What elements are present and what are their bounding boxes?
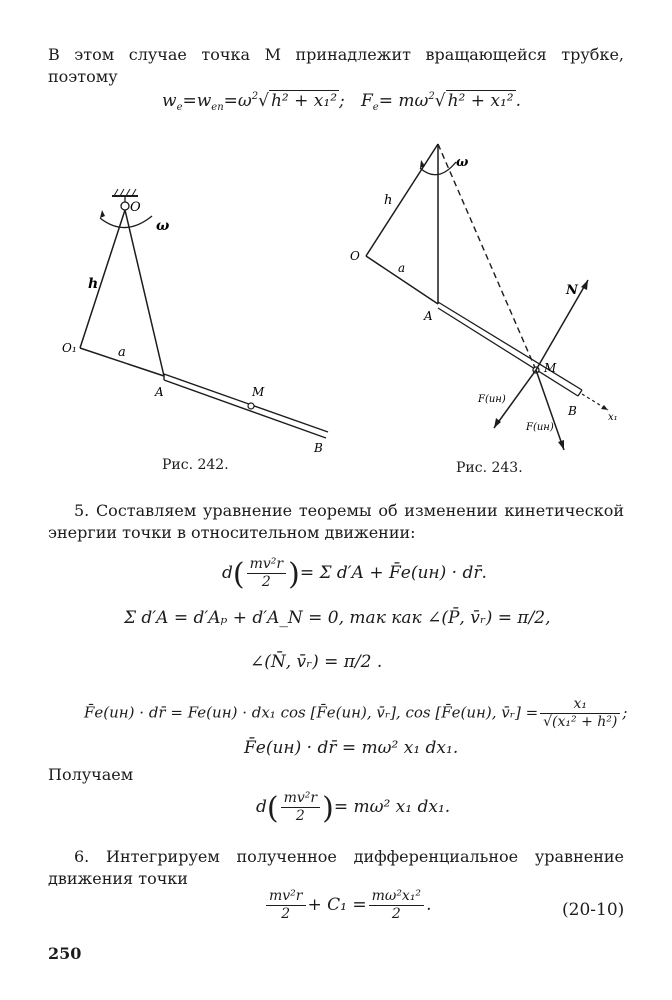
eq-end: .	[515, 91, 522, 111]
rotation-arrowhead	[100, 210, 105, 218]
fraction-5a-den: 2	[261, 574, 271, 590]
fraction-6b	[369, 888, 424, 923]
fe-subscript: e	[372, 102, 379, 113]
paragraph-5-text: 5. Составляем уравнение теоремы об изменении кинетической энергии точки в относительном движении:	[48, 501, 624, 542]
label-A-243: A	[424, 309, 433, 323]
paragraph-6	[48, 846, 624, 890]
fraction-5a	[247, 556, 287, 591]
figure-242	[60, 180, 340, 460]
figure-243	[346, 132, 626, 452]
equation-5a-rest: = Σ d′A + F̄e(ин) · dr̄.	[299, 563, 487, 583]
label-M: M	[252, 385, 265, 399]
equation-5f-rest: = mω² x₁ dx₁.	[333, 797, 451, 817]
label-Fk: F(ин)	[478, 394, 506, 405]
paragraph-5	[48, 500, 624, 544]
page-number: 250	[48, 944, 82, 963]
tube-edge-bottom-243	[438, 308, 578, 396]
label-a: a	[118, 345, 126, 360]
fraction-5d	[540, 696, 620, 731]
poluchaem-text: Получаем	[48, 765, 134, 784]
eq2: =ω	[223, 91, 252, 111]
label-h-243: h	[384, 193, 393, 208]
ceiling-hatch	[114, 189, 136, 196]
wen-symbol: w	[196, 91, 212, 111]
d-symbol: d	[222, 563, 233, 583]
fraction-6a-num: mv²r	[266, 888, 306, 906]
eq1: =	[182, 91, 197, 111]
we-symbol: w	[162, 91, 177, 111]
sqrt-body-2: h² + x₁²	[447, 91, 514, 111]
fraction-5d-num: x₁	[540, 696, 620, 714]
tube-edge-bottom	[164, 380, 326, 438]
equation-5d-end: ;	[622, 703, 628, 722]
fraction-5a-num: mv²r	[247, 556, 287, 574]
vector-Fe	[536, 370, 564, 450]
sqrt-body-1: h² + x₁²	[270, 91, 338, 111]
label-omega: ω	[156, 218, 170, 234]
separator: ;	[339, 91, 345, 111]
label-Fe: F(ин)	[526, 422, 554, 433]
fraction-6b-num: mω²x₁²	[369, 888, 424, 906]
x1-arrowhead	[601, 405, 608, 410]
fraction-5f-num: mv²r	[281, 790, 321, 808]
equation-we-fe: $w_e=w_{en}=\omega^2√$ h² + x₁² ; $F_e= m\omega^2√$ h² + x₁² .	[162, 91, 522, 113]
fraction-6a	[266, 888, 306, 923]
line-O-O1	[80, 210, 125, 348]
equation-6-end: .	[426, 895, 432, 915]
rotation-arc	[100, 216, 152, 228]
fraction-5f	[281, 790, 321, 825]
tube-edge-top-243	[438, 302, 582, 390]
wen-subscript: en	[211, 102, 224, 113]
tube-edge-top	[164, 374, 328, 432]
eq3: = mω	[378, 91, 429, 111]
line-top-O	[366, 144, 438, 256]
equation-5d	[84, 696, 627, 731]
fe-symbol: F	[360, 91, 373, 111]
equation-5b: Σ d′A = d′Aₚ + d′A_N = 0, так как ∠(P̄, v̄ᵣ) = π/2,	[124, 608, 551, 628]
omega-square-1: 2	[251, 91, 259, 102]
d-symbol-2: d	[256, 797, 267, 817]
label-omega-243: ω	[456, 155, 469, 170]
equation-5d-left: F̄e(ин) · dr̄ = Fe(ин) · dx₁ cos [F̄e(ин), v̄ᵣ], cos [F̄e(ин), v̄ᵣ] =	[84, 703, 539, 722]
label-O-243: O	[350, 249, 360, 263]
paragraph-6-text: 6. Интегрируем полученное дифференциальное уравнение движения точки	[48, 847, 624, 888]
label-a-243: a	[398, 261, 406, 275]
caption-243: Рис. 243.	[456, 460, 523, 476]
label-B-243: B	[568, 404, 577, 418]
intro-paragraph: В этом случае точка M принадлежит вращающейся трубке, поэтому	[48, 45, 624, 86]
fraction-5d-den: √(x₁² + h²)	[543, 714, 618, 730]
label-B: B	[314, 441, 323, 455]
equation-6	[264, 888, 431, 923]
label-O1: O₁	[62, 341, 77, 355]
equation-number: (20-10)	[562, 900, 625, 920]
label-x1: x₁	[608, 412, 618, 423]
fraction-6a-den: 2	[281, 906, 291, 922]
equation-6-mid: + C₁ =	[307, 895, 367, 915]
label-A: A	[155, 385, 164, 399]
label-M-243: M	[544, 361, 557, 375]
dashed-line-top-M	[438, 144, 536, 370]
pivot-circle	[121, 202, 129, 210]
caption-242: Рис. 242.	[162, 457, 229, 473]
equation-5e: F̄e(ин) · dr̄ = mω² x₁ dx₁.	[244, 738, 459, 758]
equation-5a: d( $\frac{\text{mv²r}}{2}$ )= Σ d′A + F̄e(ин) · dr̄.	[222, 556, 487, 592]
vector-N	[536, 280, 588, 370]
label-O: O	[130, 200, 141, 215]
point-M	[248, 403, 254, 409]
omega-square-2: 2	[428, 91, 435, 102]
equation-5c: ∠(N̄, v̄ᵣ) = π/2 .	[250, 652, 383, 672]
vector-Fe-arrowhead	[558, 440, 564, 450]
label-N: N	[566, 283, 578, 298]
equation-5f: d( $\frac{\text{mv²r}}{2}$ )= mω² x₁ dx₁.	[256, 790, 451, 826]
line-O-A	[125, 210, 164, 376]
we-subscript: e	[176, 102, 183, 113]
vector-N-arrowhead	[581, 280, 588, 290]
label-h: h	[88, 276, 99, 292]
tube-end-B	[578, 390, 582, 396]
fraction-5f-den: 2	[295, 808, 305, 824]
fraction-6b-den: 2	[391, 906, 401, 922]
